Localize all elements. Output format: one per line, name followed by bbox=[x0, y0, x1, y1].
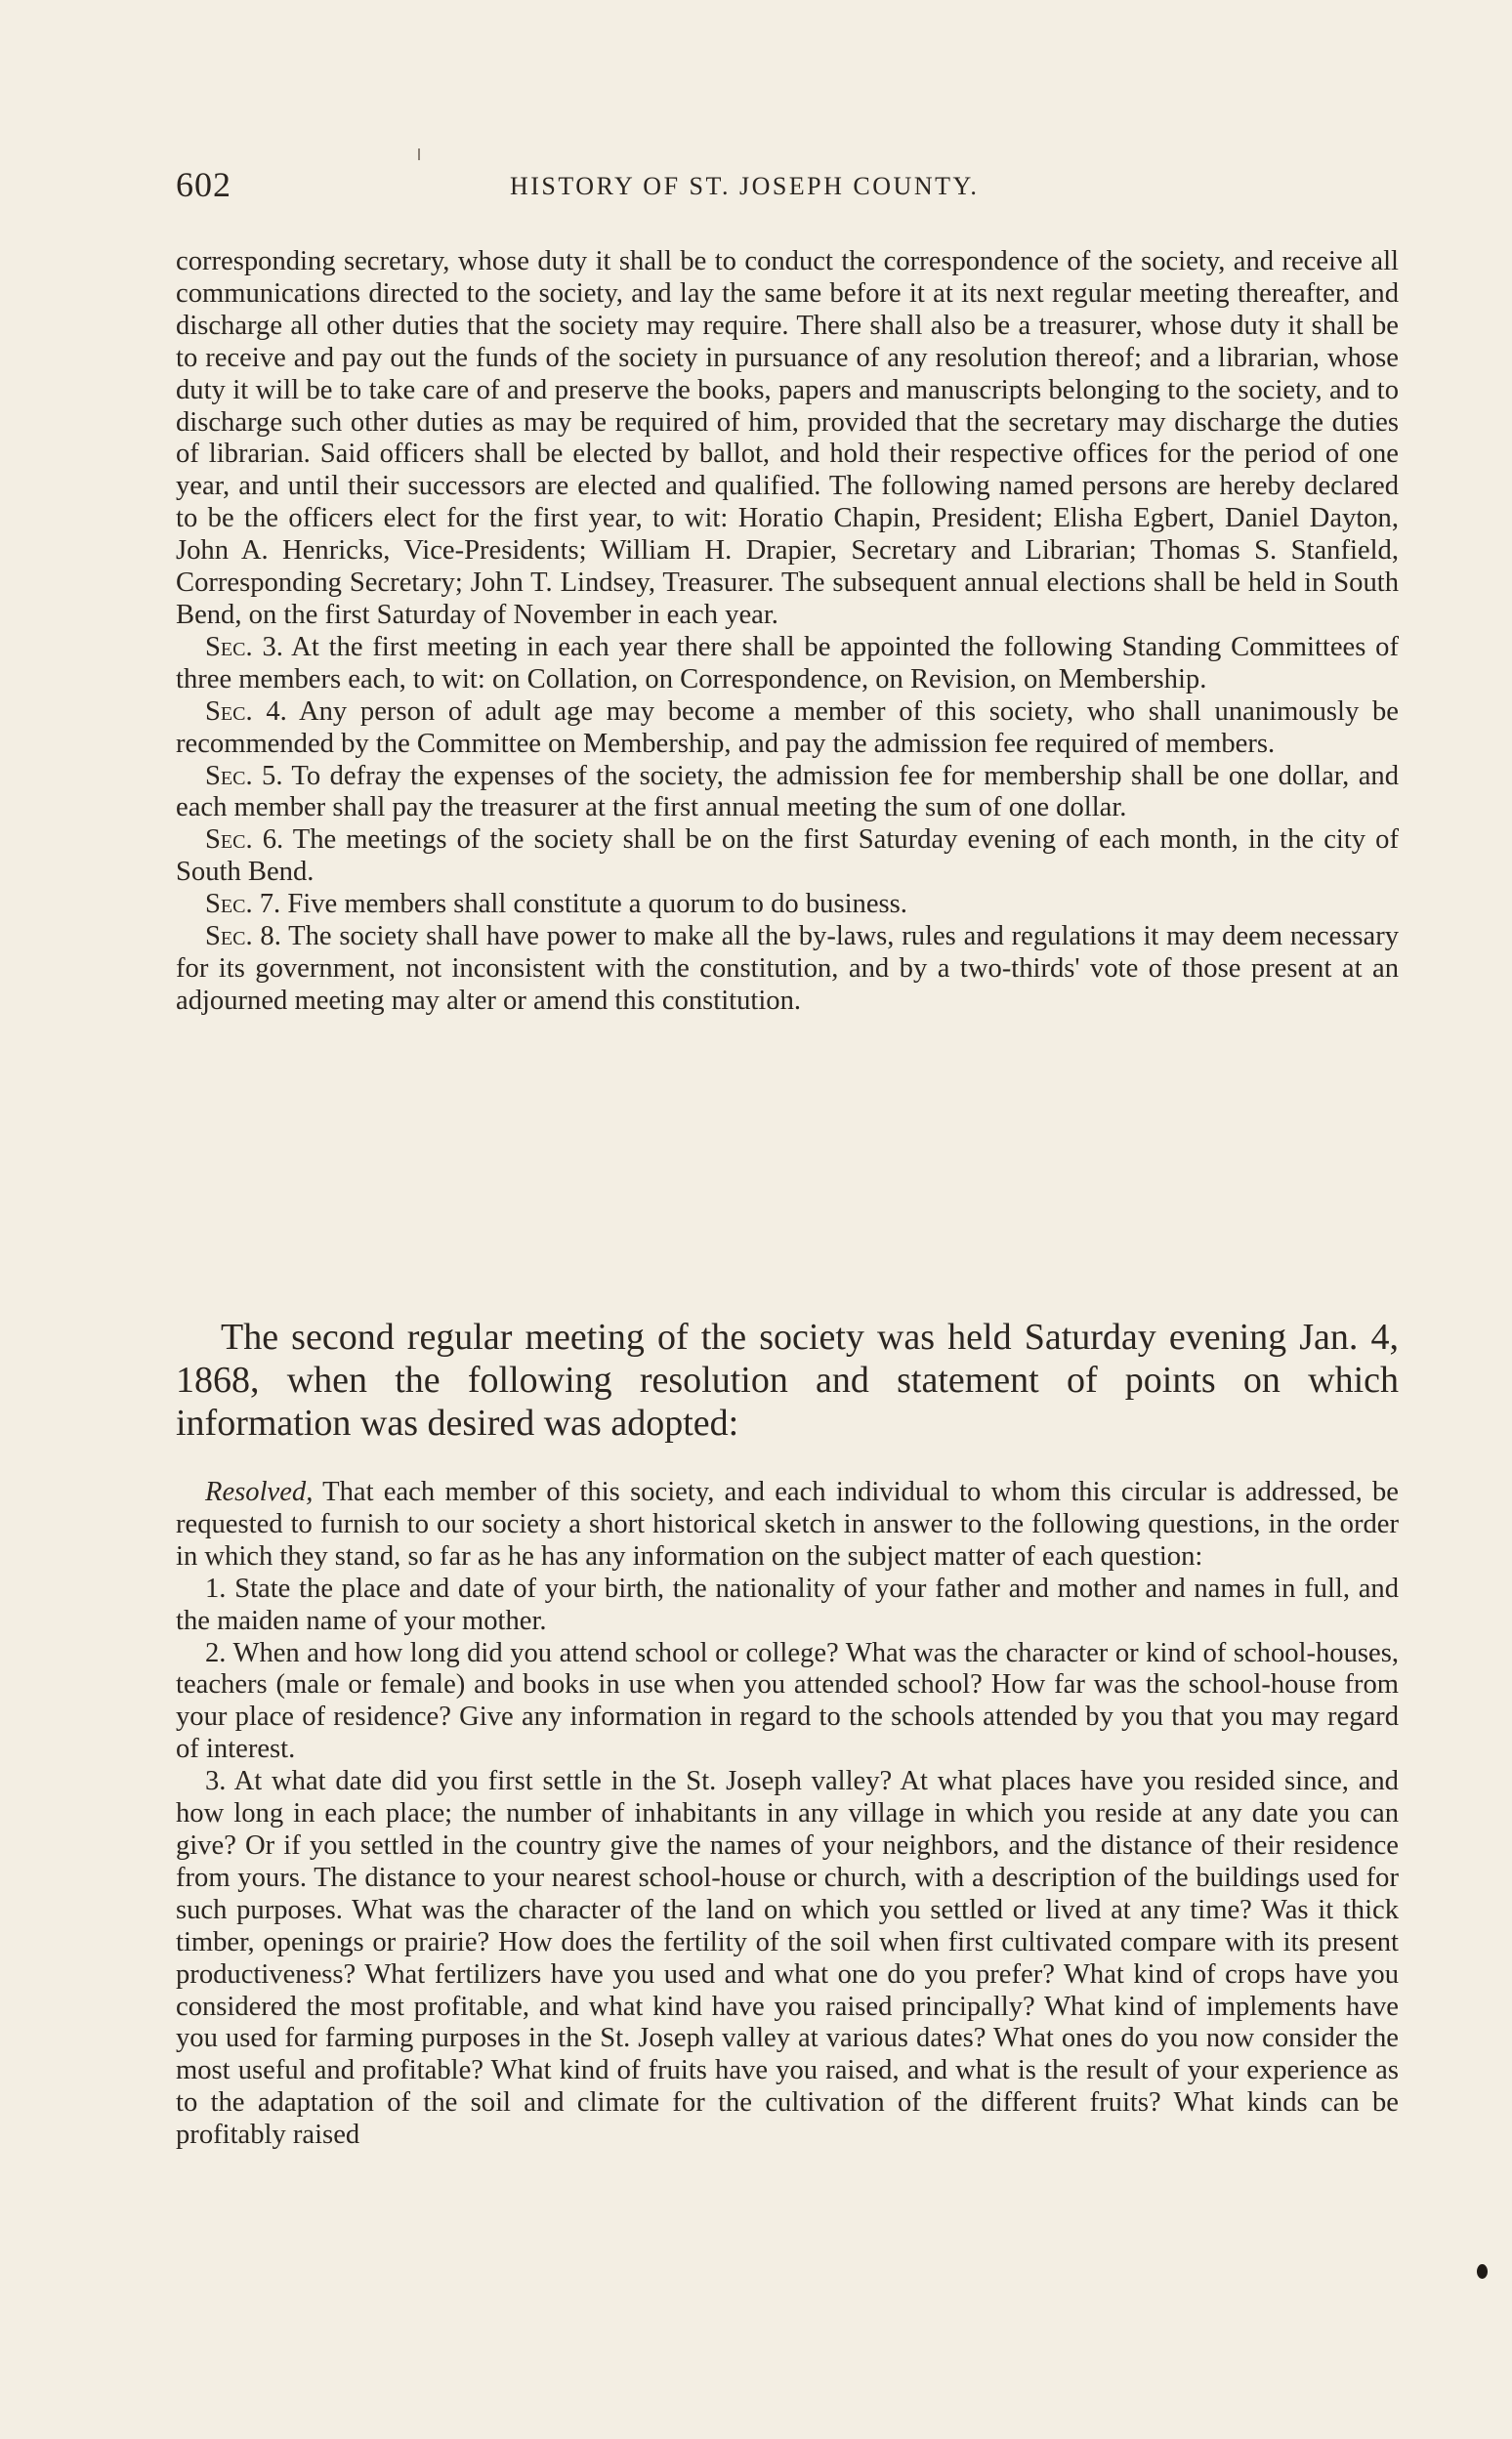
section-label: Sec. 7. bbox=[205, 889, 281, 920]
ink-dot bbox=[1477, 2264, 1488, 2279]
resolved-text: That each member of this society, and each individual to whom this circular is addressed, be requested to furnish to our society a short historical sketch in answer to the following questions, in the order in which they stand, so far as he has any information on the subject matter of each question: bbox=[176, 1477, 1399, 1572]
resolution-block bbox=[176, 1477, 1399, 2152]
question-1 bbox=[176, 1574, 1399, 1638]
section-label: Sec. 3. bbox=[205, 631, 283, 662]
section-text: To defray the expenses of the society, the admission fee for membership shall be one dollar, and each member shall pay the treasurer at the first annual meeting the sum of one dollar. bbox=[176, 760, 1399, 823]
section-3 bbox=[176, 632, 1399, 696]
section-5 bbox=[176, 761, 1399, 825]
section-text: Five members shall constitute a quorum to do business. bbox=[287, 889, 907, 920]
page-header bbox=[176, 164, 1397, 213]
section-4 bbox=[176, 696, 1399, 761]
section-6 bbox=[176, 824, 1399, 889]
section-text: The society shall have power to make all the by-laws, rules and regulations it may deem necessary for its government, not inconsistent with the constitution, and by a two-thirds' vote of those present at an adjourned meeting may alter or amend this constitution. bbox=[176, 921, 1400, 1016]
section-8 bbox=[176, 921, 1399, 1018]
question-text: When and how long did you attend school or college? What was the character or kind of school-houses, teachers (male or female) and books in use when you attended school? How far was the school-house from your place of residence? Give any information in regard to the schools attended by you that you may regard of interest. bbox=[176, 1637, 1399, 1765]
resolution-paragraph bbox=[176, 1477, 1399, 1574]
section-label: Sec. 4. bbox=[205, 695, 287, 727]
question-3 bbox=[176, 1766, 1399, 2152]
print-mark bbox=[418, 148, 420, 160]
page-number: 602 bbox=[176, 165, 231, 204]
question-2 bbox=[176, 1638, 1399, 1767]
constitution-text bbox=[176, 246, 1399, 1018]
running-head: HISTORY OF ST. JOSEPH COUNTY. bbox=[510, 172, 980, 200]
question-label: 2. bbox=[205, 1637, 227, 1668]
resolved-word: Resolved, bbox=[205, 1477, 314, 1507]
question-label: 3. bbox=[205, 1766, 227, 1797]
section-text: The meetings of the society shall be on the first Saturday evening of each month, in the city of South Bend. bbox=[176, 824, 1399, 888]
section-text: Any person of adult age may become a member of this society, who shall unanimously be recommended by the Committee on Membership, and pay the admission fee required of members. bbox=[176, 695, 1399, 759]
section-7 bbox=[176, 889, 1399, 921]
section-label: Sec. 6. bbox=[205, 824, 284, 856]
section-label: Sec. 5. bbox=[205, 760, 283, 791]
meeting-heading: The second regular meeting of the society was held Saturday evening Jan. 4, 1868, when the following resolution and statement of points on which information was desired was adopted: bbox=[176, 1317, 1399, 1444]
section-text: At the first meeting in each year there shall be appointed the following Standing Committees of three members each, to wit: on Collation, on Correspondence, on Revision, on Membership. bbox=[176, 631, 1399, 694]
question-label: 1. bbox=[205, 1573, 227, 1604]
question-text: At what date did you first settle in the St. Joseph valley? At what places have you resided since, and how long in each place; the number of inhabitants in any village in which you reside at any date you can give? Or if you settled in the country give the names of your neighbors, and the distance of their residence from yours. The distance to your nearest school-house or church, with a description of the buildings used for such purposes. What was the character of the land on which you settled or lived at any time? Was it thick timber, openings or prairie? How does the fertility of the soil when first cultivated compare with its present productiveness? What fertilizers have you used and what one do you prefer? What kind of crops have you considered the most profitable, and what kind have you raised principally? What kind of implements have you used for farming purposes in the St. Joseph valley at various dates? What ones do you now consider the most useful and profitable? What kind of fruits have you raised, and what is the result of your experience as to the adaptation of the soil and climate for the cultivation of the different fruits? What kinds can be profitably raised bbox=[176, 1766, 1399, 2151]
section-label: Sec. 8. bbox=[205, 921, 281, 952]
question-text: State the place and date of your birth, the nationality of your father and mother and names in full, and the maiden name of your mother. bbox=[176, 1573, 1399, 1636]
paragraph: corresponding secretary, whose duty it shall be to conduct the correspondence of the society, and receive all communications directed to the society, and lay the same before it at its next regular meeting thereafter, and discharge all other duties that the society may require. There shall also be a treasurer, whose duty it shall be to receive and pay out the funds of the society in pursuance of any resolution thereof; and a librarian, whose duty it will be to take care of and preserve the books, papers and manuscripts belonging to the society, and to discharge such other duties as may be required of him, provided that the secretary may discharge the duties of librarian. Said officers shall be elected by ballot, and hold their respective offices for the period of one year, and until their successors are elected and qualified. The following named persons are hereby declared to be the officers elect for the first year, to wit: Horatio Chapin, President; Elisha Egbert, Daniel Dayton, John A. Henricks, Vice-Presidents; William H. Drapier, Secretary and Librarian; Thomas S. Stanfield, Corresponding Secretary; John T. Lindsey, Treasurer. The subsequent annual elections shall be held in South Bend, on the first Saturday of November in each year. bbox=[176, 246, 1399, 630]
